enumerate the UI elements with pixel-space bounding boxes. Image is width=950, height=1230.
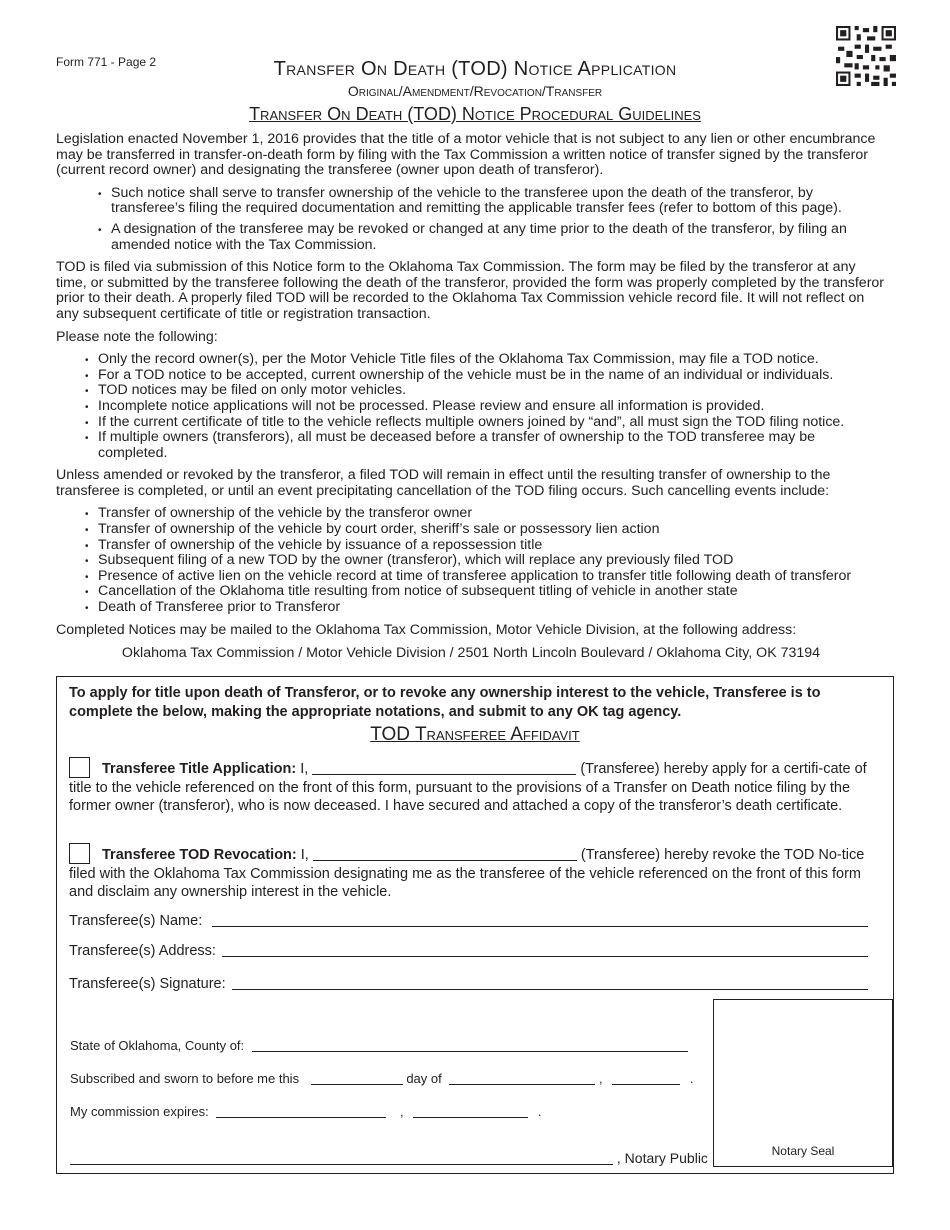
list-item xyxy=(56,569,886,585)
list-item-text: Transfer of ownership of the vehicle by the transferor owner xyxy=(98,505,473,522)
transferee-address-label: Transferee(s) Address: xyxy=(69,943,216,959)
page-title: Transfer On Death (TOD) Notice Application xyxy=(273,58,677,80)
notary-public-row xyxy=(70,1150,708,1166)
list-item-text: Cancellation of the Oklahoma title resulting from notice of subsequent titling of vehicle in another state xyxy=(98,583,738,600)
notary-county-input[interactable] xyxy=(252,1051,688,1052)
form-id: Form 771 - Page 2 xyxy=(56,55,157,69)
affidavit-title: TOD Transferee Affidavit xyxy=(370,724,580,745)
bullet-icon: • xyxy=(98,224,102,236)
page-subtitle: Original/Amendment/Revocation/Transfer xyxy=(347,83,603,99)
notary-day-of: day of xyxy=(406,1071,442,1086)
title-application-text-1: (Transferee) hereby apply for a certifi- xyxy=(580,761,824,777)
bullet-icon: • xyxy=(85,509,89,521)
list-item xyxy=(56,430,886,461)
list-item-text: TOD notices may be filed on only motor vehicles. xyxy=(98,382,407,399)
notary-county-label: State of Oklahoma, County of: xyxy=(70,1038,245,1053)
title-application-label: Transferee Title Application: xyxy=(102,761,297,777)
notary-seal-box xyxy=(713,999,893,1167)
notary-public-signature-input[interactable] xyxy=(70,1164,613,1165)
list-item xyxy=(56,368,886,384)
cancel-bullet-list xyxy=(56,506,886,615)
transferee-signature-input[interactable] xyxy=(232,989,868,990)
list-item-text: For a TOD notice to be accepted, current ownership of the vehicle must be in the name of an individual or individuals. xyxy=(98,366,834,383)
title-application-lead: I, xyxy=(300,761,309,777)
list-item xyxy=(56,522,886,538)
bullet-icon: • xyxy=(85,386,89,398)
transferee-address-input[interactable] xyxy=(222,956,868,957)
bullet-icon: • xyxy=(85,587,89,599)
note-bullet-list xyxy=(56,352,886,461)
revocation-label: Transferee TOD Revocation: xyxy=(102,847,297,863)
list-item xyxy=(56,383,886,399)
bullet-icon: • xyxy=(85,433,89,445)
notary-year-input[interactable] xyxy=(612,1084,680,1085)
notary-expires-comma: , xyxy=(399,1104,404,1119)
list-item xyxy=(56,222,886,253)
title-application-checkbox[interactable] xyxy=(69,757,90,778)
mail-paragraph: Completed Notices may be mailed to the Oklahoma Tax Commission, Motor Vehicle Division, at the following address: xyxy=(56,621,797,638)
notary-expires-period: . xyxy=(537,1104,542,1119)
revocation-checkbox[interactable] xyxy=(69,843,90,864)
intro-paragraph: Legislation enacted November 1, 2016 provides that the title of a motor vehicle that is not subject to any lien or other encumbrance may be transferred in transfer-on-death form by filing with the Tax Commission a written notice of transfer signed by the transferor (current record owner) and designating the transferee (owner upon death of transferor). xyxy=(56,131,876,179)
list-item xyxy=(56,415,886,431)
notary-county-row xyxy=(70,1038,688,1053)
revocation-lead: I, xyxy=(300,847,309,863)
list-item xyxy=(56,352,886,368)
transferee-address-row xyxy=(69,943,868,959)
bullet-icon: • xyxy=(85,540,89,552)
list-item xyxy=(56,600,886,616)
affidavit-intro: To apply for title upon death of Transferor, or to revoke any ownership interest to the vehicle, Transferee is to complete the below, making the appropriate notations, and submit to any OK tag agency. xyxy=(69,685,821,720)
notary-day-input[interactable] xyxy=(311,1084,403,1085)
notary-expires-date-input[interactable] xyxy=(216,1117,386,1118)
revocation-text-2: tice filed with the Oklahoma Tax Commission designating me as the transferee of the vehicle referenced on the front of this form and disclaim any ownership interest in the vehicle. xyxy=(69,847,865,900)
transferee-signature-row xyxy=(69,976,868,992)
list-item xyxy=(56,186,886,217)
list-item-text: Incomplete notice applications will not be processed. Please review and ensure all information is provided. xyxy=(98,397,765,414)
notary-period: . xyxy=(689,1071,694,1086)
bullet-icon: • xyxy=(85,603,89,615)
mailing-address: Oklahoma Tax Commission / Motor Vehicle Division / 2501 North Lincoln Boulevard / Oklahoma City, OK 73194 xyxy=(121,645,821,662)
list-item xyxy=(56,399,886,415)
filing-paragraph: TOD is filed via submission of this Notice form to the Oklahoma Tax Commission. The form may be filed by the transferor at any time, or submitted by the transferee following the death of the transferor, provided the form was properly completed by the transferor prior to their death. A properly filed TOD will be recorded to the Oklahoma Tax Commission vehicle record file. It will not reflect on any subsequent certificate of title or registration transaction. xyxy=(56,259,885,322)
guidelines-body xyxy=(56,132,886,669)
list-item xyxy=(56,584,886,600)
list-item-text: Presence of active lien on the vehicle record at time of transferee application to transfer title following death of transferor xyxy=(98,567,852,584)
notary-expires-label: My commission expires: xyxy=(70,1104,209,1119)
list-item-text: Only the record owner(s), per the Motor Vehicle Title files of the Oklahoma Tax Commission, may file a TOD notice. xyxy=(98,351,819,368)
bullet-icon: • xyxy=(85,571,89,583)
list-item-text: A designation of the transferee may be revoked or changed at any time prior to the death of the transferor, by filing an amended notice with the Tax Commission. xyxy=(111,220,847,253)
list-item-text: Such notice shall serve to transfer ownership of the vehicle to the transferee upon the death of the transferor, by transferee’s filing the required documentation and remitting the applicable transfer fees (refer to bottom of this page). xyxy=(111,184,842,217)
guidelines-title: Transfer On Death (TOD) Notice Procedural Guidelines xyxy=(249,104,701,124)
notary-comma: , xyxy=(599,1071,603,1086)
bullet-icon: • xyxy=(85,525,89,537)
list-item-text: If the current certificate of title to the vehicle reflects multiple owners joined by “and”, all must sign the TOD filing notice. xyxy=(98,413,845,430)
notary-public-label: , Notary Public xyxy=(616,1150,708,1166)
unless-paragraph: Unless amended or revoked by the transferor, a filed TOD will remain in effect until the resulting transfer of ownership to the transferee is completed, or until an event precipitating cancellation of the TOD filing occurs. Such cancelling events include: xyxy=(56,467,831,499)
transferee-name-input[interactable] xyxy=(212,926,868,927)
transferee-name-field-revocation[interactable] xyxy=(313,860,577,861)
list-item-text: Transfer of ownership of the vehicle by court order, sheriff’s sale or possessory lien action xyxy=(98,521,660,538)
list-item-text: Death of Transferee prior to Transferor xyxy=(98,599,341,616)
notary-expires-row xyxy=(70,1104,541,1119)
notary-seal-label: Notary Seal xyxy=(771,1144,835,1158)
list-item-text: If multiple owners (transferors), all must be deceased before a transfer of ownership to the TOD transferee may be completed. xyxy=(98,429,816,461)
list-item-text: Subsequent filing of a new TOD by the owner (transferor), which will replace any previously filed TOD xyxy=(98,552,734,569)
please-note: Please note the following: xyxy=(56,328,218,345)
bullet-icon: • xyxy=(85,370,89,382)
transferee-name-field-application[interactable] xyxy=(312,774,576,775)
title-application-paragraph xyxy=(69,757,881,816)
transferee-signature-label: Transferee(s) Signature: xyxy=(69,976,226,992)
notary-sworn-label: Subscribed and sworn to before me this xyxy=(70,1071,300,1086)
notary-sworn-row xyxy=(70,1071,694,1086)
list-item xyxy=(56,553,886,569)
list-item xyxy=(56,538,886,554)
bullet-icon: • xyxy=(85,355,89,367)
bullet-icon: • xyxy=(85,556,89,568)
revocation-paragraph xyxy=(69,843,881,902)
notary-expires-year-input[interactable] xyxy=(413,1117,528,1118)
bullet-icon: • xyxy=(85,417,89,429)
notice-bullet-list xyxy=(56,186,886,253)
title-application-text-2: cate of title to the vehicle referenced on the front of this form, pursuant to the provisions of a Transfer on Death notice filing by the former owner (transferor), who is now deceased. I have secured and attached a copy of the transferor’s death certificate. xyxy=(69,761,867,814)
revocation-text-1: (Transferee) hereby revoke the TOD No- xyxy=(580,847,842,863)
list-item-text: Transfer of ownership of the vehicle by issuance of a repossession title xyxy=(98,536,543,553)
notary-month-input[interactable] xyxy=(449,1084,595,1085)
transferee-name-row xyxy=(69,913,868,929)
bullet-icon: • xyxy=(98,188,102,200)
affidavit-section xyxy=(56,676,894,1174)
transferee-name-label: Transferee(s) Name: xyxy=(69,913,203,929)
bullet-icon: • xyxy=(85,401,89,413)
list-item xyxy=(56,506,886,522)
